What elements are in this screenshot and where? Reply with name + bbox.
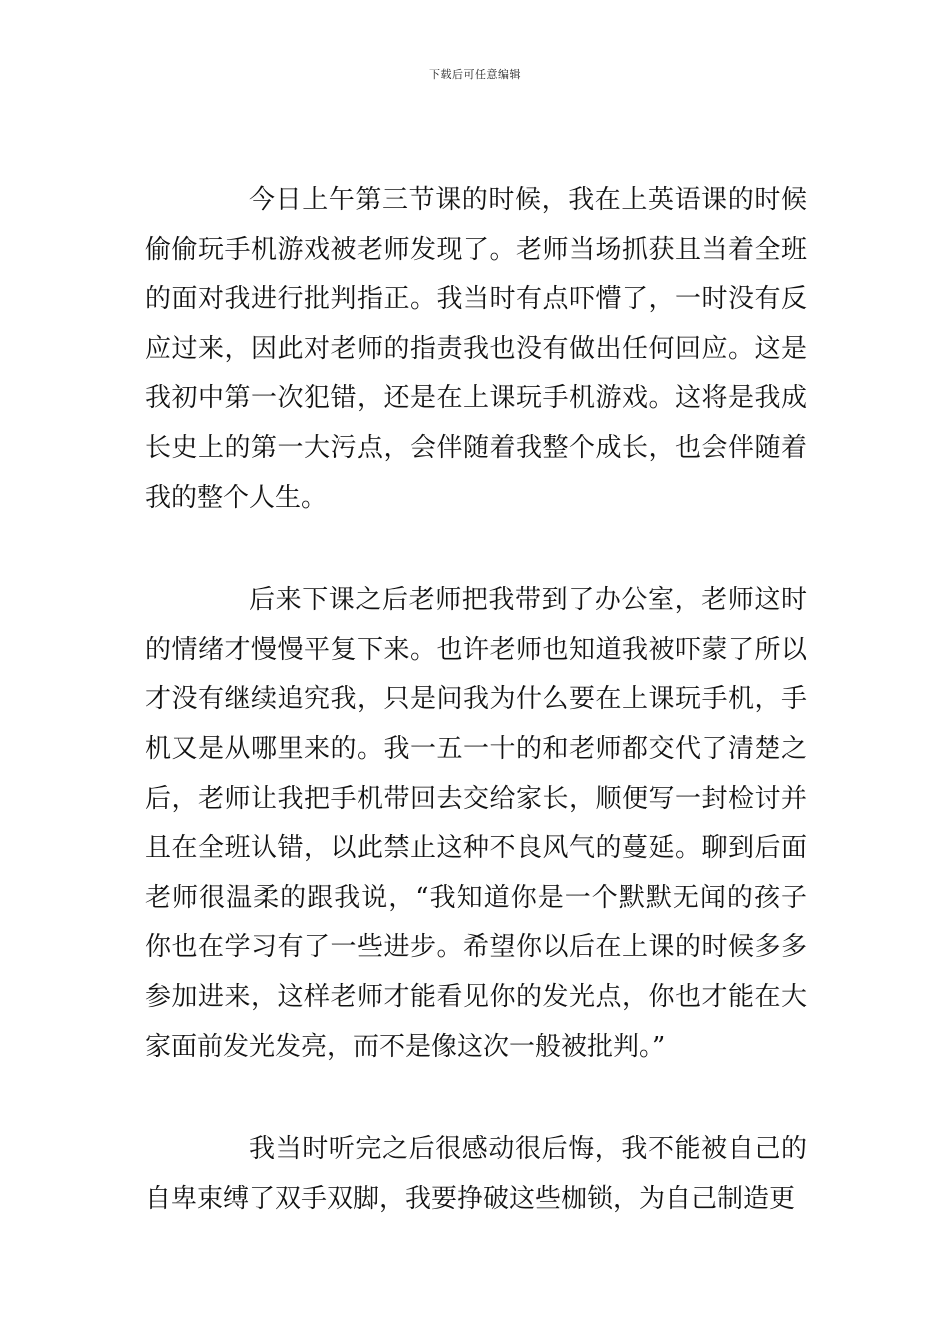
page-header: 下载后可任意编辑 bbox=[429, 68, 521, 81]
document-body bbox=[145, 176, 807, 1224]
paragraph-2: 后来下课之后老师把我带到了办公室，老师这时的情绪才慢慢平复下来。也许老师也知道我被吓蒙了所以才没有继续追究我，只是问我为什么要在上课玩手机，手机又是从哪里来的。我一五一十的和老师都交代了清楚之后，老师让我把手机带回去交给家长，顺便写一封检讨并且在全班认错，以此禁止这种不良风气的蔓延。聊到后面老师很温柔的跟我说，“我知道你是一个默默无闻的孩子你也在学习有了一些进步。希望你以后在上课的时候多多参加进来，这样老师才能看见你的发光点，你也才能在大家面前发光发亮，而不是像这次一般被批判。” bbox=[145, 585, 807, 1062]
paragraph-3: 我当时听完之后很感动很后悔，我不能被自己的自卑束缚了双手双脚，我要挣破这些枷锁，为自己制造更 bbox=[145, 1134, 807, 1214]
paragraph-1: 今日上午第三节课的时候，我在上英语课的时候偷偷玩手机游戏被老师发现了。老师当场抓获且当着全班的面对我进行批判指正。我当时有点吓懵了，一时没有反应过来，因此对老师的指责我也没有做出任何回应。这是我初中第一次犯错，还是在上课玩手机游戏。这将是我成长史上的第一大污点，会伴随着我整个成长，也会伴随着我的整个人生。 bbox=[145, 185, 807, 513]
